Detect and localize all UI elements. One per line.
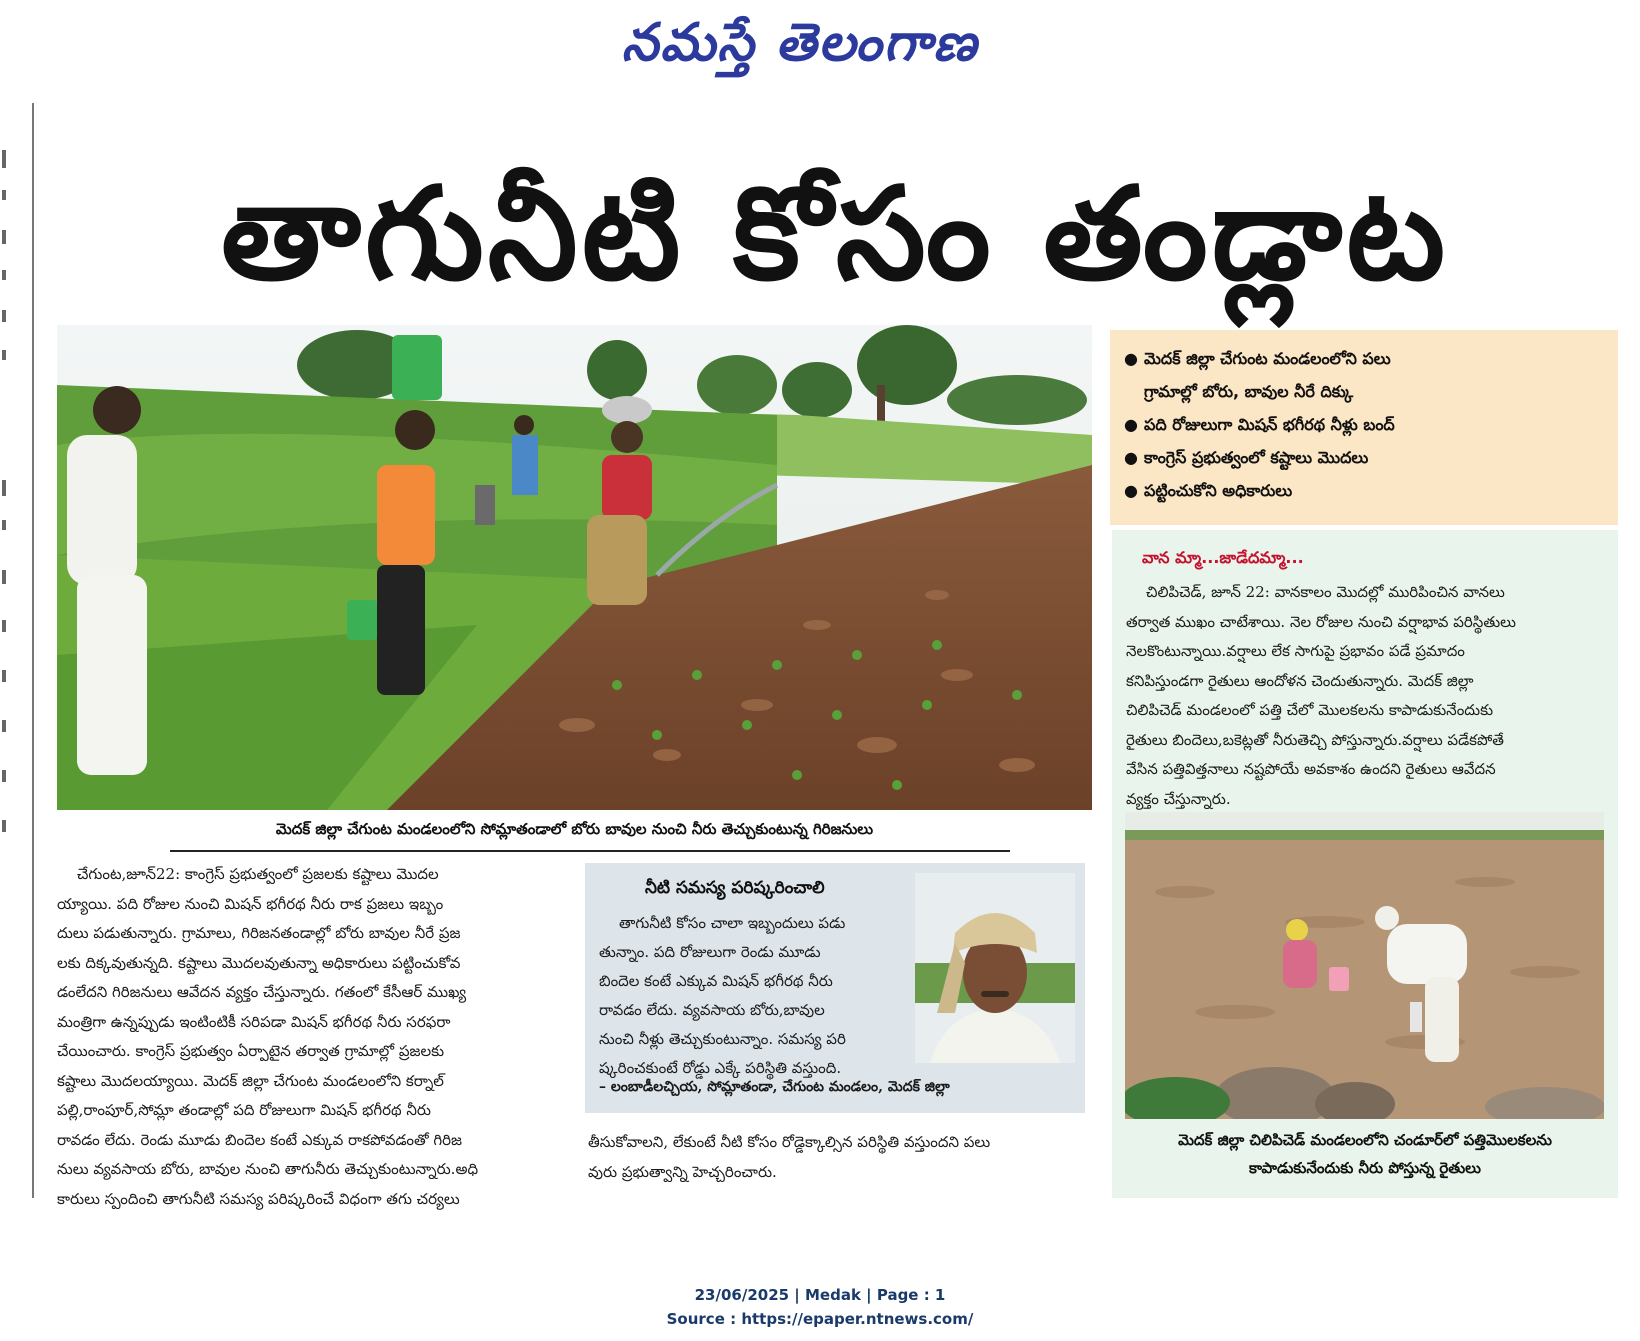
highlights-box: [1110, 330, 1618, 525]
side-photo-caption-line: కాపాడుకునేందుకు నీరు పోస్తున్న రైతులు: [1249, 1159, 1481, 1177]
highlight-item: ● పట్టించుకోని అధికారులు: [1124, 481, 1293, 500]
column-rule: [32, 103, 34, 1198]
main-story-line: వురు ప్రభుత్వాన్ని హెచ్చరించారు.: [588, 1162, 777, 1181]
highlight-item: ● కాంగ్రెస్ ప్రభుత్వంలో కష్టాలు మొదలు: [1124, 448, 1369, 467]
highlight-item: ● పది రోజులుగా మిషన్ భగీరథ నీళ్లు బంద్: [1124, 415, 1395, 434]
quote-box: [585, 863, 1085, 1113]
side-story-line: చిలిపిచెడ్, జూన్ 22: వానకాలం మొదల్లో మురిపించిన వానలు: [1146, 583, 1505, 601]
highlight-item-continuation: గ్రామాల్లో బోరు, బావుల నీరే దిక్కు: [1144, 382, 1354, 401]
side-photo-caption-line: మెదక్ జిల్లా చిలిపిచెడ్ మండలంలోని చండూర్‌లో పత్తిమొలకలను: [1178, 1131, 1552, 1149]
main-story-line: మంత్రిగా ఉన్నప్పుడు ఇంటింటికీ సరిపడా మిషన్ భగీరథ నీరు సరఫరా: [57, 1012, 451, 1031]
main-photo: [57, 325, 1092, 810]
side-story-line: చిలిపిచెడ్ మండలంలో పత్తి చేలో మొలకలను కాపాడుకునేందుకు: [1126, 701, 1494, 719]
main-story-continuation: [588, 1128, 1088, 1187]
main-story-line: కష్టాలు మొదలయ్యాయి. మెదక్ జిల్లా చేగుంట మండలంలోని కర్నాల్: [57, 1071, 444, 1090]
quote-line: ష్కరించకుంటే రోడ్డు ఎక్కే పరిస్థితి వస్తుంది.: [599, 1059, 842, 1077]
side-story-body: [1126, 578, 1608, 814]
side-story-line: నెలకొంటున్నాయి.వర్షాలు లేక సాగుపై ప్రభావం పడే ప్రమాదం: [1126, 642, 1465, 660]
main-story-line: డంలేదని గిరిజనులు ఆవేదన వ్యక్తం చేస్తున్నారు. గతంలో కేసీఆర్ ముఖ్య: [57, 983, 467, 1001]
side-story-box: [1112, 530, 1618, 1198]
page-footer: [0, 1283, 1640, 1331]
main-story-line: నులు వ్యవసాయ బోరు, బావుల నుంచి తాగునీరు తెచ్చుకుంటున్నారు.అధి: [57, 1160, 479, 1178]
footer-source: Source : https://epaper.ntnews.com/: [666, 1310, 974, 1328]
side-story-line: వేసిన పత్తివిత్తనాలు నష్టపోయే అవకాశం ఉందని రైతులు ఆవేదన: [1126, 760, 1496, 778]
quote-title: నీటి సమస్య పరిష్కరించాలి: [645, 878, 825, 898]
main-photo-caption: మెదక్ జిల్లా చేగుంట మండలంలోని సోమ్లాతండాలో బోరు బావుల నుంచి నీరు తెచ్చుకుంటున్న గిరిజనులు: [275, 820, 874, 838]
main-story-line: చేయించారు. కాంగ్రెస్ ప్రభుత్వం ఏర్పాటైన తర్వాత గ్రామాల్లో ప్రజలకు: [57, 1042, 445, 1060]
villager-portrait: [915, 873, 1075, 1063]
main-story-line: య్యాయి. పది రోజుల నుంచి మిషన్ భగీరథ నీరు రాక ప్రజలు ఇబ్బం: [57, 894, 444, 913]
side-photo-caption: [1122, 1126, 1608, 1182]
side-story-line: కనిపిస్తుండగా రైతులు ఆందోళన చెందుతున్నారు. మెదక్ జిల్లా: [1126, 671, 1474, 690]
adjacent-column-edge: [0, 100, 18, 1200]
side-story-line: వ్యక్తం చేస్తున్నారు.: [1126, 789, 1231, 808]
main-story-line: రావడం లేదు. రెండు మూడు బిందెల కంటే ఎక్కువ రాకపోవడంతో గిరిజ: [57, 1130, 463, 1149]
main-story-line: కారులు స్పందించి తాగునీటి సమస్య పరిష్కరించే విధంగా తగు చర్యలు: [57, 1189, 460, 1208]
quote-line: నుంచి నీళ్లు తెచ్చుకుంటున్నాం. సమస్య పరి: [599, 1030, 846, 1048]
footer-date-edition: 23/06/2025 | Medak | Page : 1: [694, 1286, 946, 1304]
quote-line: తాగునీటి కోసం చాలా ఇబ్బందులు పడు: [619, 914, 846, 932]
quote-line: రావడం లేదు. వ్యవసాయ బోరు,బావుల: [599, 1001, 825, 1019]
side-story-line: రైతులు బిందెలు,బకెట్లతో నీరుతెచ్చి పోస్తున్నారు.వర్షాలు పడేకపోతే: [1126, 730, 1504, 749]
main-story-line: చేగుంట,జూన్22: కాంగ్రెస్ ప్రభుత్వంలో ప్రజలకు కష్టాలు మొదల: [77, 865, 439, 883]
main-story-line: తీసుకోవాలని, లేకుంటే నీటి కోసం రోడ్డెక్కాల్సిన పరిస్థితి వస్తుందని పలు: [588, 1133, 991, 1151]
main-story-body: [57, 860, 562, 1214]
quote-line: బిందెల కంటే ఎక్కువ మిషన్ భగీరథ నీరు: [599, 972, 833, 990]
quote-line: తున్నాం. పది రోజులుగా రెండు మూడు: [599, 943, 821, 961]
quote-attribution: – లంబాడీలచ్చియ, సోమ్లాతండా, చేగుంట మండలం, మెదక్ జిల్లా: [599, 1079, 950, 1095]
main-story-line: లకు దిక్కవుతున్నది. కష్టాలు మొదలవుతున్నా అధికారులు పట్టించుకోవ: [57, 953, 461, 972]
highlight-item: ● మెదక్ జిల్లా చేగుంట మండలంలోని పలు: [1124, 349, 1391, 368]
main-story-line: దులు పడుతున్నారు. గ్రామాలు, గిరిజనతండాల్లో బోరు బావుల నీరే ప్రజ: [57, 924, 461, 942]
side-photo: [1125, 812, 1604, 1119]
side-story-line: తర్వాత ముఖం చాటేశాయి. నెల రోజుల నుంచి వర్షాభావ పరిస్థితులు: [1126, 612, 1517, 631]
side-story-subhead: వాన మ్మా...జాడేదమ్మా...: [1142, 548, 1304, 567]
caption-rule: [170, 850, 1010, 852]
main-story-line: పల్లి,రాంపూర్,సోమ్లా తండాల్లో పది రోజులుగా మిషన్ భగీరథ నీరు: [57, 1101, 431, 1119]
masthead-logo: నమస్తే తెలంగాణ: [621, 12, 979, 73]
quote-body: [599, 909, 909, 1083]
headline: తాగునీటి కోసం తండ్లాట: [220, 160, 1450, 309]
